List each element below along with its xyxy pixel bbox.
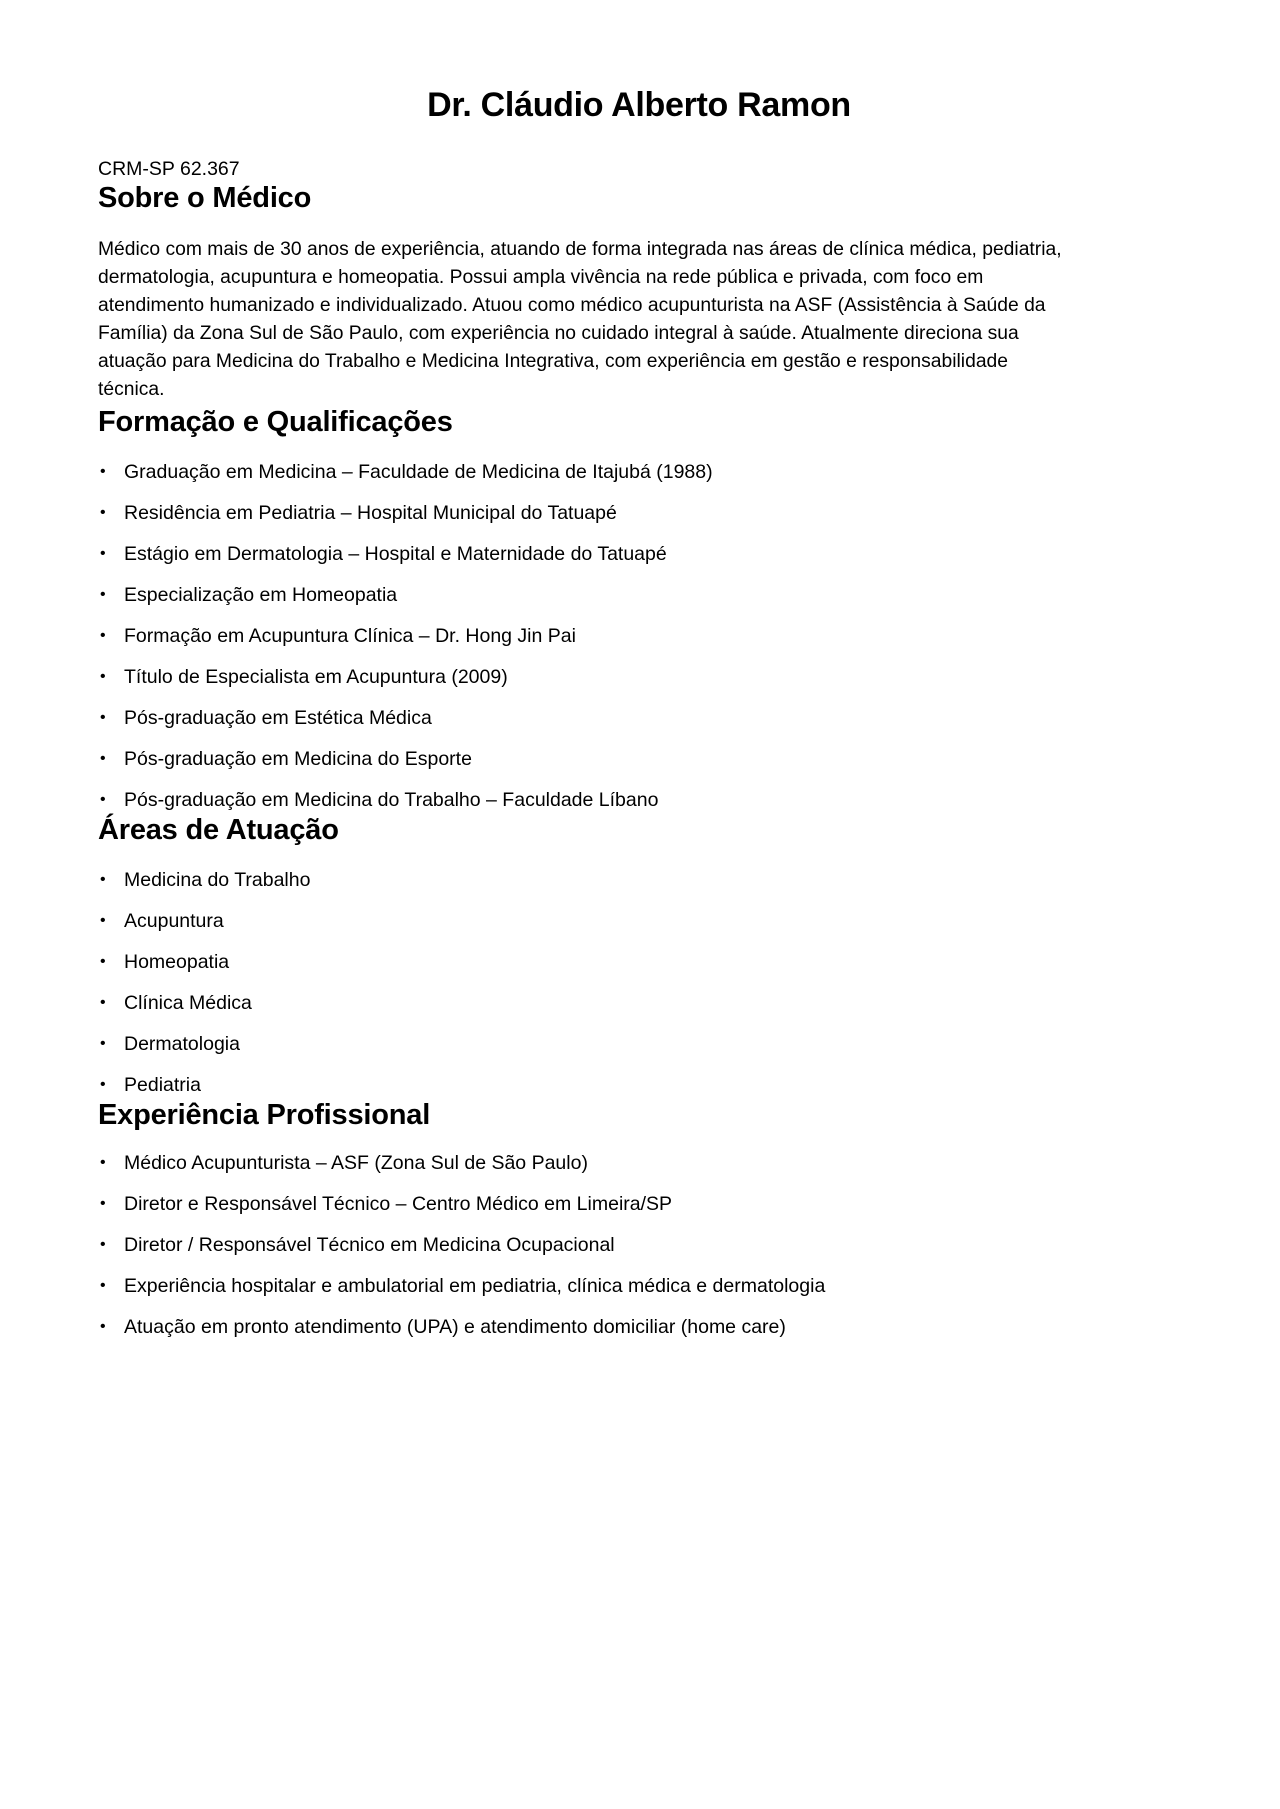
practice-areas-list [98, 868, 1180, 1097]
list-item: • Estágio em Dermatologia – Hospital e Maternidade do Tatuapé [98, 542, 1180, 566]
about-paragraph-line: atendimento humanizado e individualizado. Atuou como médico acupunturista na ASF (Assistência à Saúde da [98, 295, 1046, 316]
list-item: • Graduação em Medicina – Faculdade de Medicina de Itajubá (1988) [98, 460, 1180, 484]
about-paragraph-line: Família) da Zona Sul de São Paulo, com experiência no cuidado integral à saúde. Atualmente direciona sua [98, 323, 1019, 344]
list-item: • Atuação em pronto atendimento (UPA) e atendimento domiciliar (home care) [98, 1315, 1180, 1339]
section-heading-experience: Experiência Profissional [98, 1099, 431, 1131]
list-item: • Diretor / Responsável Técnico em Medicina Ocupacional [98, 1233, 1180, 1257]
crm-registration: CRM-SP 62.367 [98, 158, 240, 180]
about-paragraph-line: Médico com mais de 30 anos de experiência, atuando de forma integrada nas áreas de clínica médica, pediatria, [98, 239, 1062, 260]
list-item: • Médico Acupunturista – ASF (Zona Sul de São Paulo) [98, 1151, 1180, 1175]
list-item: • Experiência hospitalar e ambulatorial em pediatria, clínica médica e dermatologia [98, 1274, 1180, 1298]
about-paragraph [98, 236, 1180, 404]
qualifications-list [98, 460, 1180, 812]
list-item: • Título de Especialista em Acupuntura (2009) [98, 665, 1180, 689]
list-item: • Formação em Acupuntura Clínica – Dr. Hong Jin Pai [98, 624, 1180, 648]
list-item: • Pós-graduação em Medicina do Esporte [98, 747, 1180, 771]
about-paragraph-line: técnica. [98, 379, 165, 400]
list-item: • Especialização em Homeopatia [98, 583, 1180, 607]
list-item: • Pós-graduação em Medicina do Trabalho – Faculdade Líbano [98, 788, 1180, 812]
about-paragraph-line: atuação para Medicina do Trabalho e Medicina Integrativa, com experiência em gestão e responsabilidade [98, 351, 1008, 372]
section-heading-about: Sobre o Médico [98, 182, 312, 214]
list-item: • Dermatologia [98, 1032, 1180, 1056]
about-paragraph-line: dermatologia, acupuntura e homeopatia. Possui ampla vivência na rede pública e privada, com foco em [98, 267, 984, 288]
doctor-name-title: Dr. Cláudio Alberto Ramon [427, 86, 851, 124]
experience-list [98, 1151, 1180, 1339]
list-item: • Pediatria [98, 1073, 1180, 1097]
section-heading-qualifications: Formação e Qualificações [98, 406, 453, 438]
list-item: • Diretor e Responsável Técnico – Centro Médico em Limeira/SP [98, 1192, 1180, 1216]
list-item: • Homeopatia [98, 950, 1180, 974]
list-item: • Pós-graduação em Estética Médica [98, 706, 1180, 730]
list-item: • Residência em Pediatria – Hospital Municipal do Tatuapé [98, 501, 1180, 525]
list-item: • Medicina do Trabalho [98, 868, 1180, 892]
list-item: • Acupuntura [98, 909, 1180, 933]
section-heading-practice-areas: Áreas de Atuação [98, 814, 339, 846]
list-item: • Clínica Médica [98, 991, 1180, 1015]
